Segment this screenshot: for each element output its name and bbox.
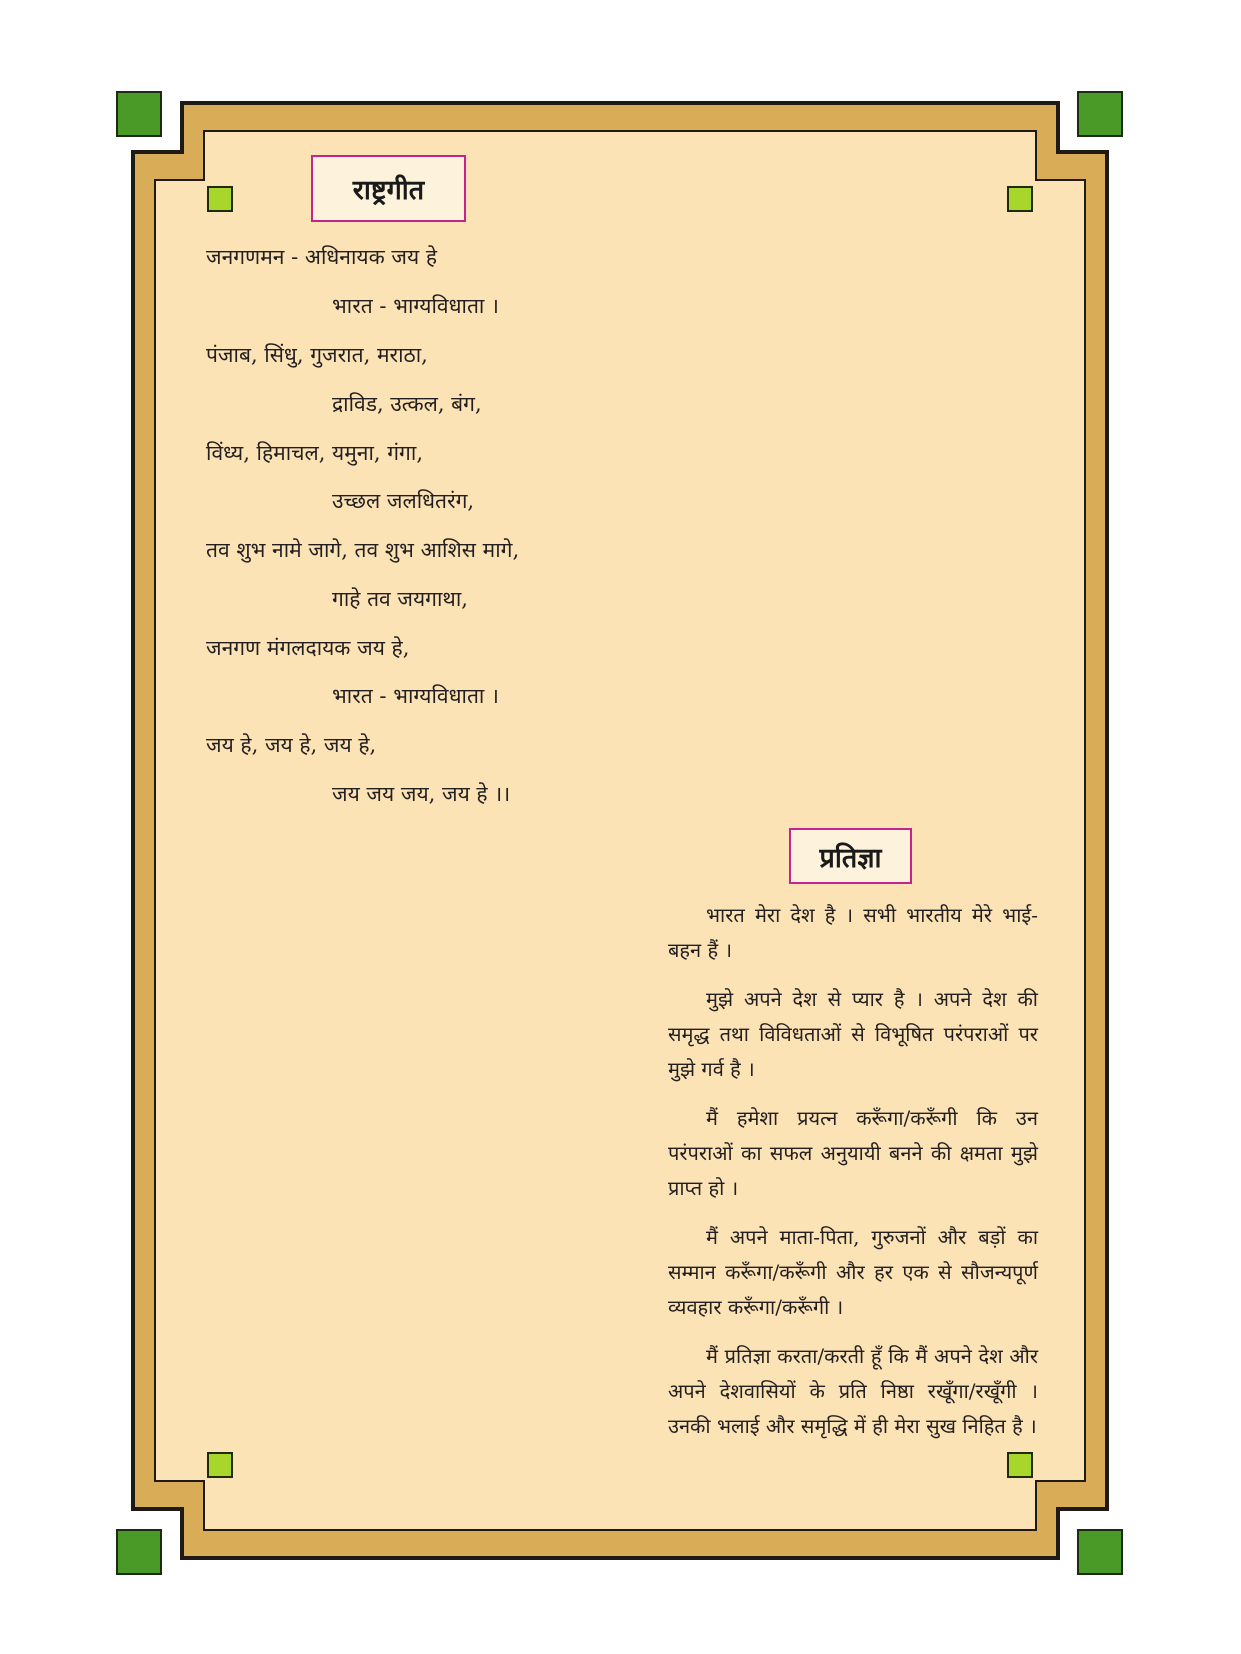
corner-square-bottom-left (116, 1529, 162, 1575)
anthem-line: जय जय जय, जय हे ।। (332, 782, 511, 806)
corner-square-top-left (116, 91, 162, 137)
pledge-body (668, 898, 1038, 1458)
anthem-line: जय हे, जय हे, जय हे, (206, 733, 377, 757)
pledge-paragraph: मैं अपने माता-पिता, गुरुजनों और बड़ों का सम्मान करूँगा/करूँगी और हर एक से सौजन्यपूर्ण व्यवहार करूँगा/करूँगी । (668, 1225, 1038, 1319)
anthem-line: उच्छल जलधितरंग, (332, 489, 475, 513)
pledge-paragraph: मैं हमेशा प्रयत्न करूँगा/करूँगी कि उन परंपराओं का सफल अनुयायी बनने की क्षमता मुझे प्राप्त हो । (668, 1106, 1038, 1200)
anthem-line: गाहे तव जयगाथा, (332, 587, 468, 611)
inner-square-top-right (1007, 186, 1033, 212)
corner-square-bottom-right (1077, 1529, 1123, 1575)
anthem-line: भारत - भाग्यविधाता । (332, 684, 500, 708)
anthem-line: जनगण मंगलदायक जय हे, (206, 636, 410, 660)
pledge-paragraph: मैं प्रतिज्ञा करता/करती हूँ कि मैं अपने देश और अपने देशवासियों के प्रति निष्ठा रखूँगा/रखूँगी । उनकी भलाई और समृद्धि में ही मेरा सुख निहित है । (668, 1344, 1038, 1438)
anthem-line: द्राविड, उत्कल, बंग, (332, 392, 482, 416)
anthem-title: राष्ट्रगीत (311, 155, 466, 222)
pledge-paragraph: मुझे अपने देश से प्यार है । अपने देश की समृद्ध तथा विविधताओं से विभूषित परंपराओं पर मुझे गर्व है । (668, 987, 1038, 1081)
pledge-title: प्रतिज्ञा (789, 828, 912, 884)
pledge-paragraph: भारत मेरा देश है । सभी भारतीय मेरे भाई-बहन हैं । (668, 903, 1038, 962)
inner-square-top-left (207, 186, 233, 212)
inner-square-bottom-left (207, 1452, 233, 1478)
anthem-line: पंजाब, सिंधु, गुजरात, मराठा, (206, 343, 428, 367)
anthem-line: तव शुभ नामे जागे, तव शुभ आशिस मागे, (206, 538, 520, 562)
anthem-line: जनगणमन - अधिनायक जय हे (206, 245, 437, 269)
anthem-line: भारत - भाग्यविधाता । (332, 294, 500, 318)
anthem-line: विंध्य, हिमाचल, यमुना, गंगा, (206, 441, 423, 465)
corner-square-top-right (1077, 91, 1123, 137)
